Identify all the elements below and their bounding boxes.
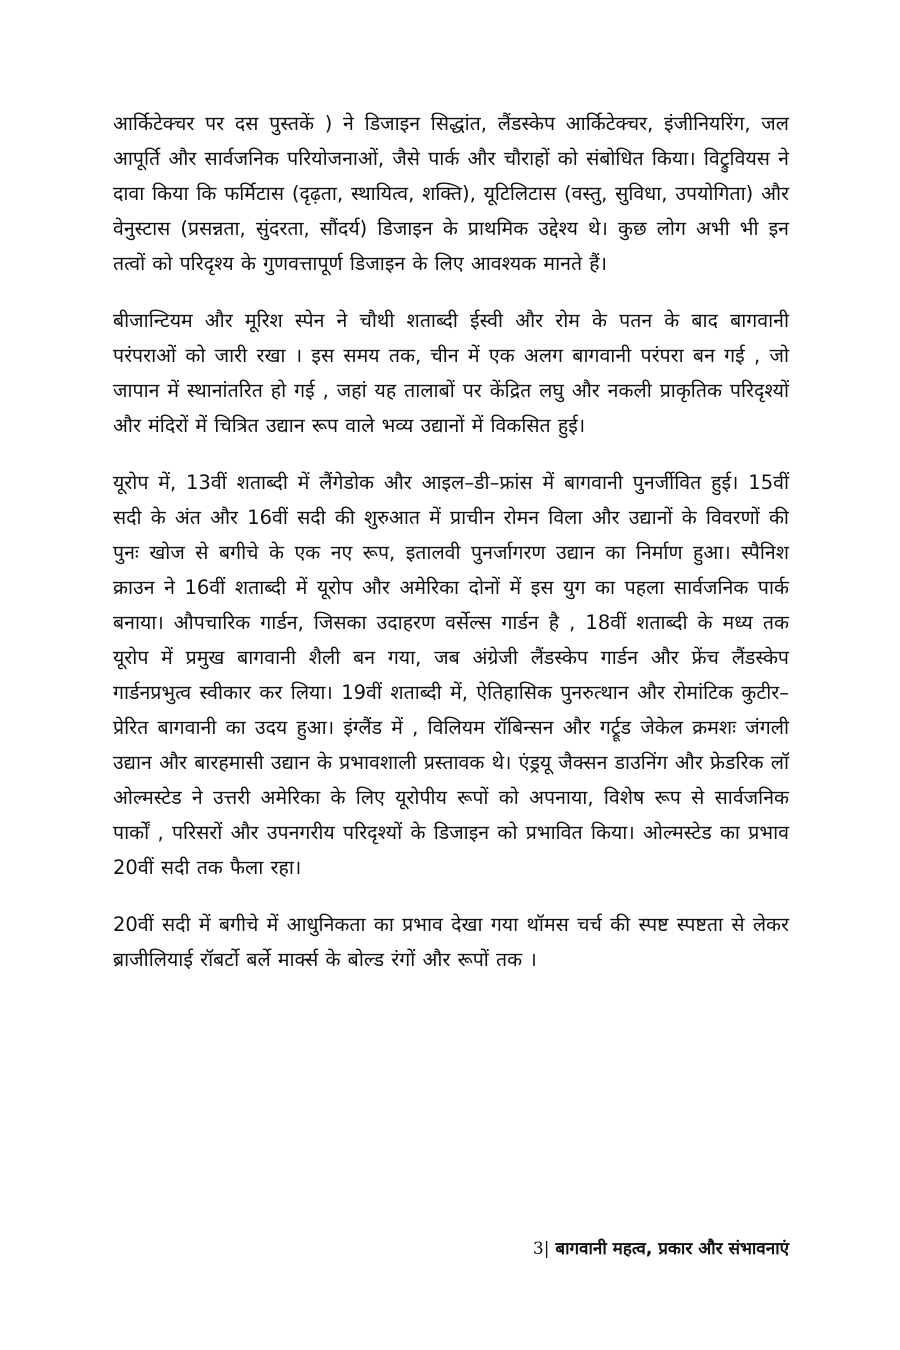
body-text [113,106,789,999]
paragraph-1: आर्किटेक्चर पर दस पुस्तकें ) ने डिजाइन सिद्धांत, लैंडस्केप आर्किटेक्चर, इंजीनियरिंग, जल आपूर्ति और सार्वजनिक परियोजनाओं, जैसे पार्क और चौराहों को संबोधित किया। विट्रुवियस ने दावा किया कि फर्मिटास (दृढ़ता, स्थायित्व, शक्ति), यूटिलिटास (वस्तु, सुविधा, उपयोगिता) और वेनुस्टास (प्रसन्नता, सुंदरता, सौंदर्य) डिजाइन के प्राथमिक उद्देश्य थे। कुछ लोग अभी भी इन तत्वों को परिदृश्य के गुणवत्तापूर्ण डिजाइन के लिए आवश्यक मानते हैं। [113,112,789,275]
footer-title: बागवानी महत्व, प्रकार और संभावनाएं [555,1239,789,1259]
paragraph-4: 20वीं सदी में बगीचे में आधुनिकता का प्रभाव देखा गया थॉमस चर्च की स्पष्ट स्पष्टता से लेकर ब्राजीलियाई रॉबर्टो बर्ले मार्क्स के बोल्ड रंगों और रूपों तक । [113,913,789,971]
paragraph-2: बीजान्टियम और मूरिश स्पेन ने चौथी शताब्दी ईस्वी और रोम के पतन के बाद बागवानी परंपराओं को जारी रखा । इस समय तक, चीन में एक अलग बागवानी परंपरा बन गई , जो जापान में स्थानांतरित हो गई , जहां यह तालाबों पर केंद्रित लघु और नकली प्राकृतिक परिदृश्यों और मंदिरों में चित्रित उद्यान रूप वाले भव्य उद्यानों में विकसित हुई। [113,309,789,437]
page-footer [533,1236,789,1262]
page-number: 3| [532,1239,550,1259]
paragraph-3: यूरोप में, 13वीं शताब्दी में लैंगेडोक और आइल–डी–फ्रांस में बागवानी पुनर्जीवित हुई। 15वीं सदी के अंत और 16वीं सदी की शुरुआत में प्राचीन रोमन विला और उद्यानों के विवरणों की पुनः खोज से बगीचे के एक नए रूप, इतालवी पुनर्जागरण उद्यान का निर्माण हुआ। स्पैनिश क्राउन ने 16वीं शताब्दी में यूरोप और अमेरिका दोनों में इस युग का पहला सार्वजनिक पार्क बनाया। औपचारिक गार्डन, जिसका उदाहरण वर्सेल्स गार्डन है , 18वीं शताब्दी के मध्य तक यूरोप में प्रमुख बागवानी शैली बन गया, जब अंग्रेजी लैंडस्केप गार्डन और फ्रेंच लैंडस्केप गार्डनप्रभुत्व स्वीकार कर लिया। 19वीं शताब्दी में, ऐतिहासिक पुनरुत्थान और रोमांटिक कुटीर–प्रेरित बागवानी का उदय हुआ। इंग्लैंड में , विलियम रॉबिन्सन और गर्ट्रूड जेकेल क्रमशः जंगली उद्यान और बारहमासी उद्यान के प्रभावशाली प्रस्तावक थे। एंड्रयू जैक्सन डाउनिंग और फ्रेडरिक लॉ ओल्मस्टेड ने उत्तरी अमेरिका के लिए यूरोपीय रूपों को अपनाया, विशेष रूप से सार्वजनिक पार्कों , परिसरों और उपनगरीय परिदृश्यों के डिजाइन को प्रभावित किया। ओल्मस्टेड का प्रभाव 20वीं सदी तक फैला रहा। [113,471,789,879]
